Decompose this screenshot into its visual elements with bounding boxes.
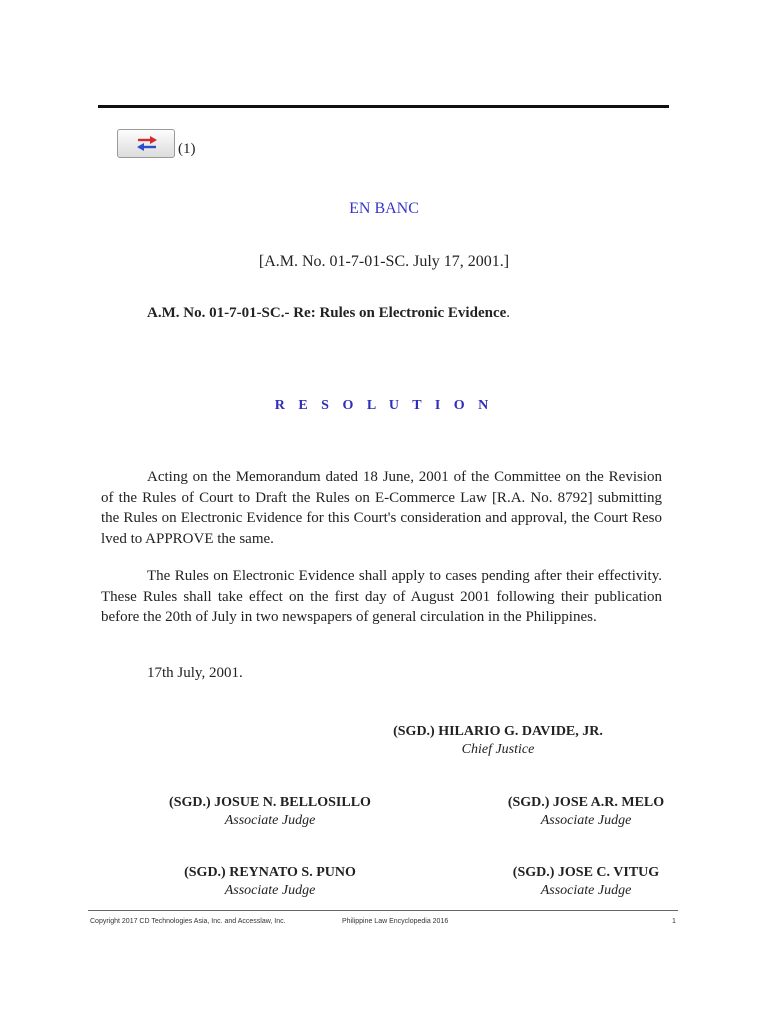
signature-chief-justice (378, 724, 618, 758)
signatory-title: Associate Judge (540, 883, 632, 898)
signature-melo (466, 795, 706, 829)
signatory-title: Associate Judge (224, 813, 316, 828)
resolution-date: 17th July, 2001. (147, 665, 243, 681)
footer-rule (88, 910, 678, 911)
signature-puno (150, 865, 390, 899)
case-title-period: . (506, 305, 511, 321)
court-division: EN BANC (349, 200, 419, 217)
signatory-name: (SGD.) JOSUE N. BELLOSILLO (169, 795, 371, 810)
signatory-name: (SGD.) REYNATO S. PUNO (184, 865, 356, 880)
case-title-text: A.M. No. 01-7-01-SC.- Re: Rules on Electronic Evidence (147, 305, 507, 321)
footer-page-number: 1 (672, 918, 676, 925)
resolution-heading: R E S O L U T I O N (274, 398, 494, 413)
paragraph-effectivity: The Rules on Electronic Evidence shall apply to cases pending after their effectivity. These Rules shall take effect on the first day of August 2001 following their publication before the 20th of July in two newspapers of general circulation in the Philippines. (101, 568, 662, 625)
case-title (147, 305, 510, 322)
swap-arrows-icon (134, 135, 160, 153)
case-citation: [A.M. No. 01-7-01-SC. July 17, 2001.] (258, 253, 510, 270)
signature-bellosillo (150, 795, 390, 829)
signatory-title: Associate Judge (224, 883, 316, 898)
signatory-title: Associate Judge (540, 813, 632, 828)
swap-button[interactable] (117, 129, 175, 158)
signatory-title: Chief Justice (461, 742, 535, 757)
footer-encyclopedia: Philippine Law Encyclopedia 2016 (342, 918, 449, 925)
footnote-ref-link[interactable]: (1) (178, 141, 196, 157)
signatory-name: (SGD.) HILARIO G. DAVIDE, JR. (393, 724, 603, 739)
top-rule (98, 105, 669, 108)
paragraph-memorandum: Acting on the Memorandum dated 18 June, 2001 of the Committee on the Revision of the Rules of Court to Draft the Rules on E-Commerce Law [R.A. No. 8792] submitting the Rules on Electronic Evidence for this Court's consideration and approval, the Court Reso lved to APPROVE the same. (101, 469, 662, 547)
signature-vitug (466, 865, 706, 899)
signatory-name: (SGD.) JOSE A.R. MELO (507, 795, 665, 810)
signatory-name: (SGD.) JOSE C. VITUG (512, 865, 660, 880)
footer-copyright: Copyright 2017 CD Technologies Asia, Inc. and Accesslaw, Inc. (90, 918, 286, 925)
